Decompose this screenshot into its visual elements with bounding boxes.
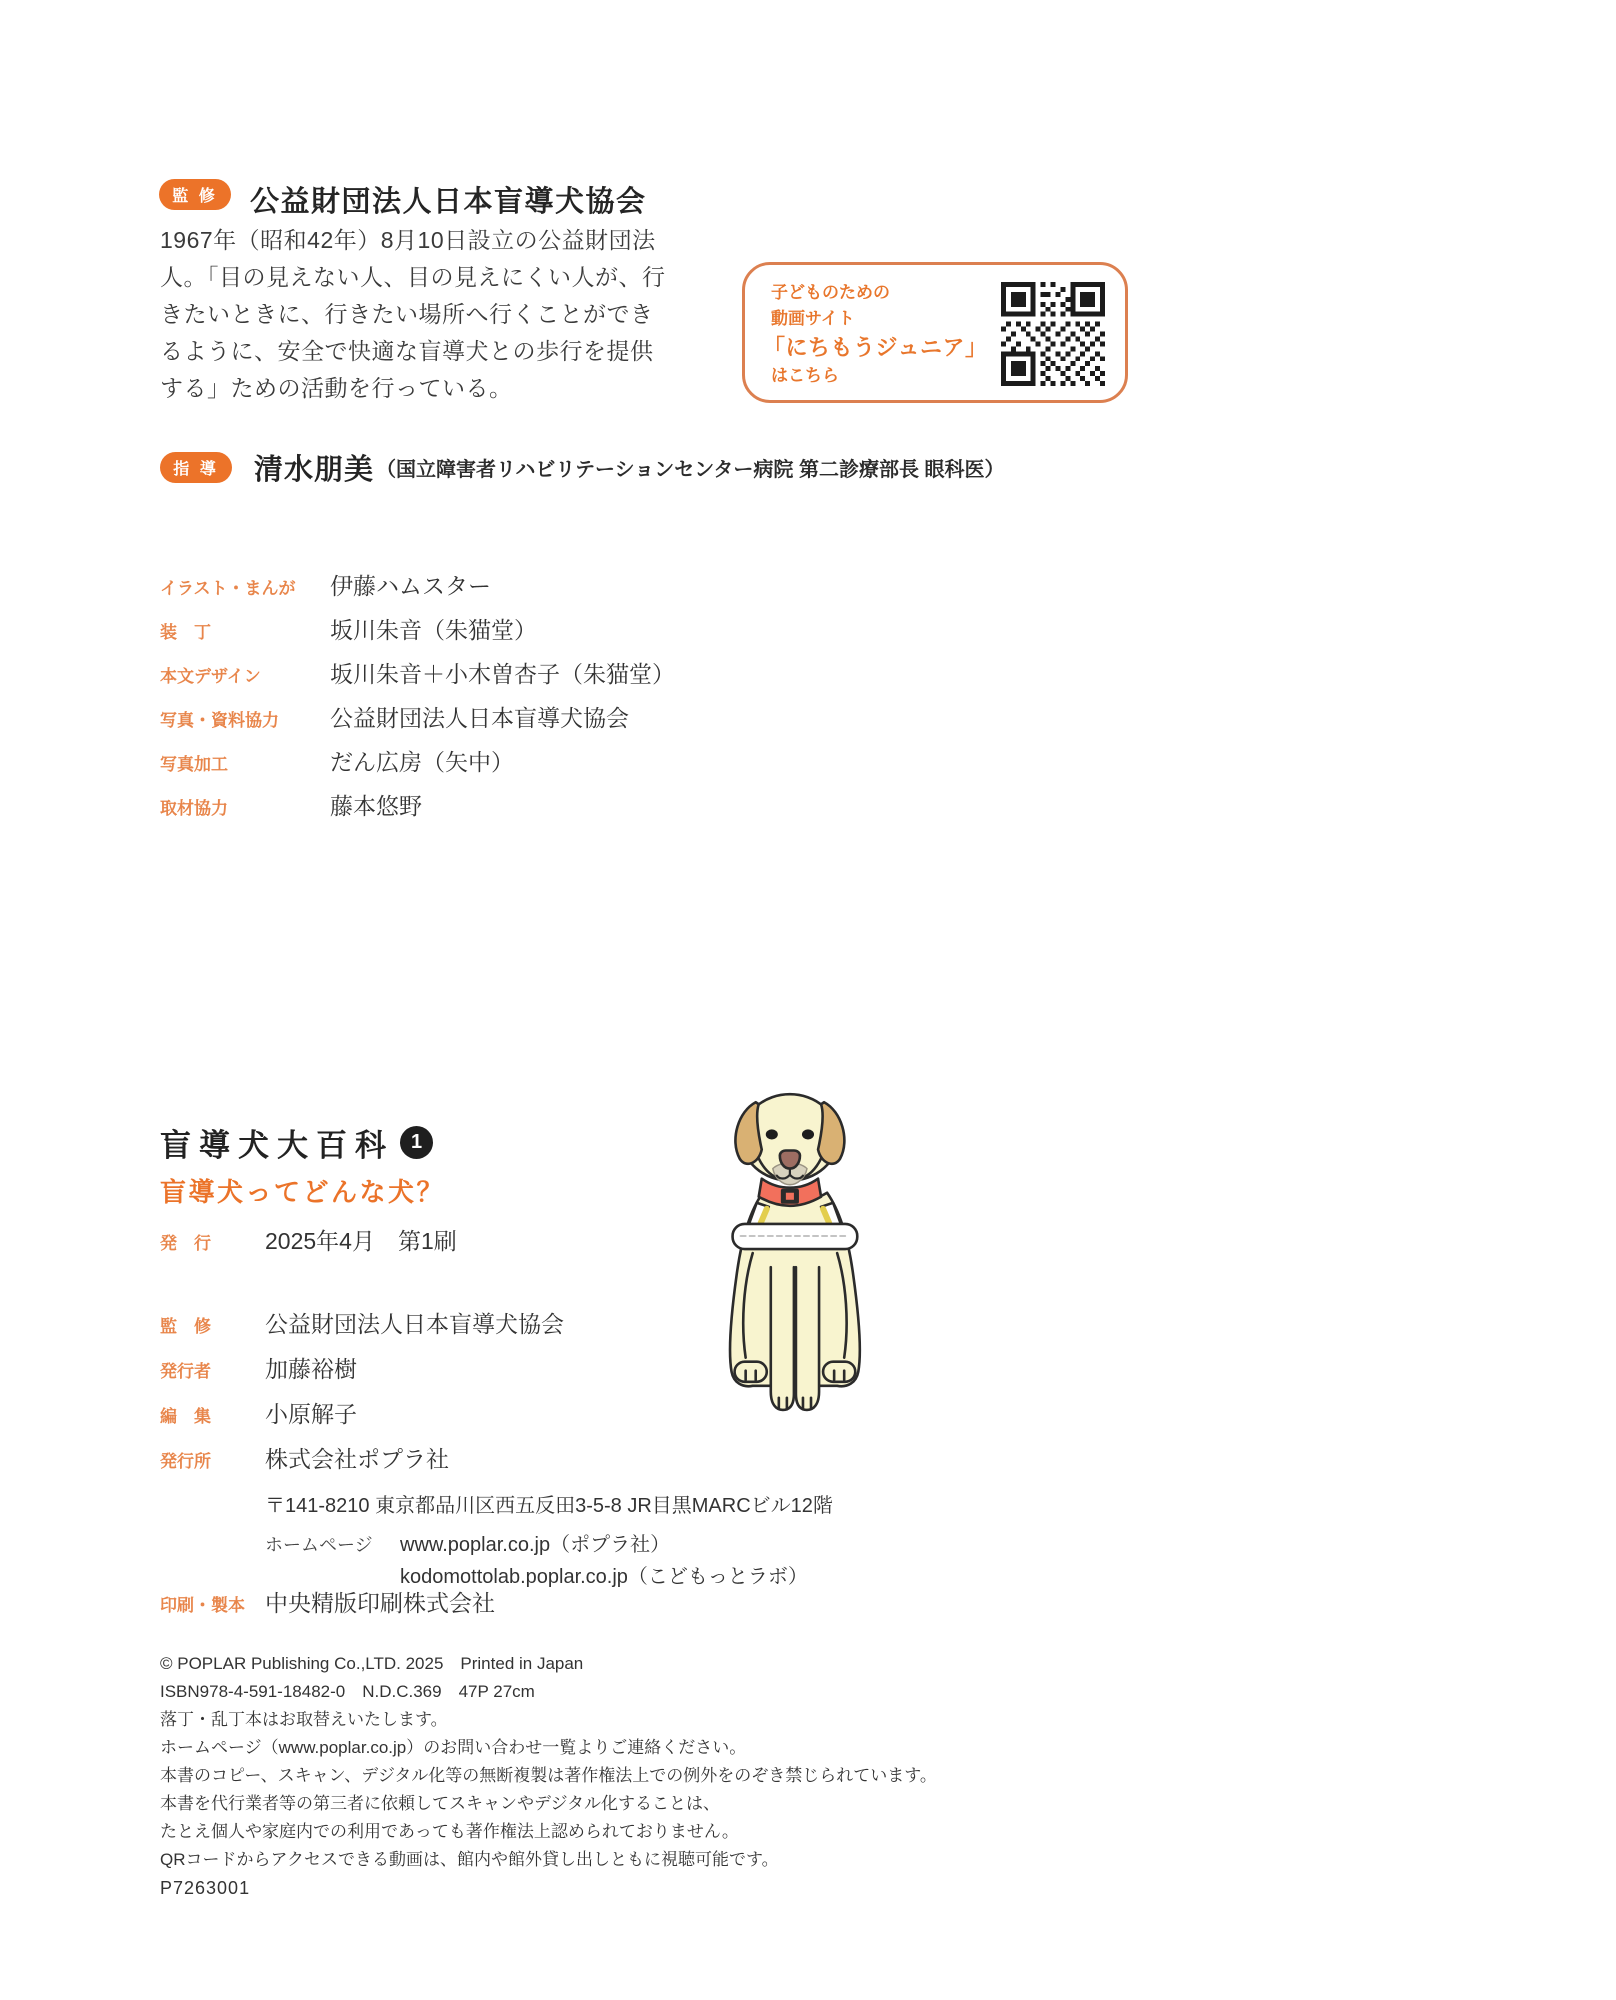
- supervision-badge: [159, 179, 231, 210]
- legal-line: たとえ個人や家庭内での利用であっても著作権法上認められておりません。: [160, 1822, 739, 1841]
- credit-label: 取材協力: [160, 799, 228, 818]
- credit-label: イラスト・まんが: [160, 579, 296, 598]
- publication-value: 公益財団法人日本盲導犬協会: [265, 1311, 564, 1337]
- homepage-row: [265, 1528, 670, 1557]
- dog-eye: [802, 1129, 814, 1139]
- legal-line: 本書のコピー、スキャン、デジタル化等の無断複製は著作権法上での例外をのぞき禁じられています。: [160, 1766, 937, 1785]
- video-site-name: 「にちもうジュニア」: [763, 335, 988, 360]
- publisher-address-line: 〒141-8210 東京都品川区西五反田3-5-8 JR目黒MARCビル12階: [265, 1495, 833, 1517]
- publication-label: 編 集: [160, 1407, 211, 1426]
- publication-label: 監 修: [160, 1317, 211, 1336]
- dog-eye: [766, 1129, 778, 1139]
- publication-row: [160, 1441, 449, 1474]
- guidance-badge-label: 指 導: [173, 461, 219, 478]
- credit-value: 坂川朱音（朱猫堂）: [330, 617, 537, 643]
- qr-code-icon: [1001, 282, 1105, 386]
- video-callout-line-4: はこちら: [771, 366, 839, 385]
- kodomotto-url: kodomottolab.poplar.co.jp（こどもっとラボ）: [400, 1566, 808, 1588]
- video-callout-line-2: 動画サイト: [771, 309, 855, 328]
- dog-head: [735, 1094, 844, 1185]
- guidance-name: 清水朋美: [254, 454, 375, 486]
- publication-label: 発行者: [160, 1362, 211, 1381]
- credit-row: [160, 612, 537, 645]
- dog-nose: [780, 1151, 800, 1169]
- publication-row: [160, 1396, 357, 1429]
- legal-line: ISBN978-4-591-18482-0 N.D.C.369 47P 27cm: [160, 1682, 535, 1701]
- legal-line: QRコードからアクセスできる動画は、館内や館外貸し出しともに視聴可能です。: [160, 1850, 779, 1869]
- publication-value: 株式会社ポプラ社: [265, 1446, 449, 1472]
- homepage-url: www.poplar.co.jp（ポプラ社）: [400, 1534, 671, 1556]
- product-code: P7263001: [160, 1878, 251, 1898]
- legal-line: © POPLAR Publishing Co.,LTD. 2025 Printed in Japan: [160, 1654, 584, 1673]
- volume-badge: 1: [400, 1126, 433, 1159]
- credit-label: 写真加工: [160, 755, 228, 774]
- credit-row: [160, 744, 514, 777]
- credit-row: [160, 788, 422, 821]
- issue-row: [160, 1223, 457, 1256]
- supervision-description: 1967年（昭和42年）8月10日設立の公益財団法人。「目の見えない人、目の見えにくい人が、行きたいときに、行きたい場所へ行くことができるように、安全で快適な盲導犬との歩行を提供する」ための活動を行っている。: [160, 227, 666, 401]
- credit-label: 装 丁: [160, 623, 211, 642]
- guidance-badge: [160, 452, 232, 483]
- supervision-organization: 公益財団法人日本盲導犬協会: [250, 186, 647, 218]
- credit-value: 坂川朱音＋小木曽杏子（朱猫堂）: [330, 661, 675, 687]
- publication-label: 発行所: [160, 1452, 211, 1471]
- book-subtitle: 盲導犬ってどんな犬？: [160, 1177, 446, 1207]
- issue-value: 2025年4月 第1刷: [265, 1228, 457, 1254]
- printing-row: [160, 1585, 495, 1618]
- publication-row: [160, 1351, 357, 1384]
- issue-label: 発 行: [160, 1234, 211, 1253]
- credit-row: [160, 700, 629, 733]
- video-callout-box: [742, 262, 1128, 403]
- credit-label: 写真・資料協力: [160, 711, 279, 730]
- credit-row: [160, 568, 491, 601]
- credit-label: 本文デザイン: [160, 667, 261, 686]
- series-title: 盲導犬大百科: [160, 1128, 394, 1163]
- credit-row: [160, 656, 675, 689]
- publication-value: 加藤裕樹: [265, 1356, 357, 1382]
- publication-row: [160, 1306, 564, 1339]
- legal-line: 本書を代行業者等の第三者に依頼してスキャンやデジタル化することは、: [160, 1794, 720, 1813]
- publication-value: 小原解子: [265, 1401, 357, 1427]
- legal-block: [160, 1650, 937, 1874]
- video-callout-line-1: 子どものための: [771, 283, 890, 302]
- credit-value: 公益財団法人日本盲導犬協会: [330, 705, 629, 731]
- guidance-affiliation: （国立障害者リハビリテーションセンター病院 第二診療部長 眼科医）: [376, 459, 1005, 481]
- printing-value: 中央精版印刷株式会社: [265, 1590, 495, 1616]
- homepage-label: ホームページ: [265, 1535, 373, 1555]
- printing-label: 印刷・製本: [160, 1596, 245, 1615]
- credit-value: 藤本悠野: [330, 793, 422, 819]
- video-callout-text: [763, 280, 988, 389]
- credit-value: 伊藤ハムスター: [330, 573, 491, 599]
- guidance-row: [160, 447, 1005, 488]
- credit-value: だん広房（矢中）: [330, 749, 514, 775]
- legal-line: 落丁・乱丁本はお取替えいたします。: [160, 1710, 448, 1729]
- legal-line: ホームページ（www.poplar.co.jp）のお問い合わせ一覧よりご連絡ください。: [160, 1738, 747, 1757]
- supervision-badge-label: 監 修: [172, 188, 218, 205]
- series-title-row: [160, 1120, 433, 1165]
- guide-dog-illustration: [698, 1060, 920, 1422]
